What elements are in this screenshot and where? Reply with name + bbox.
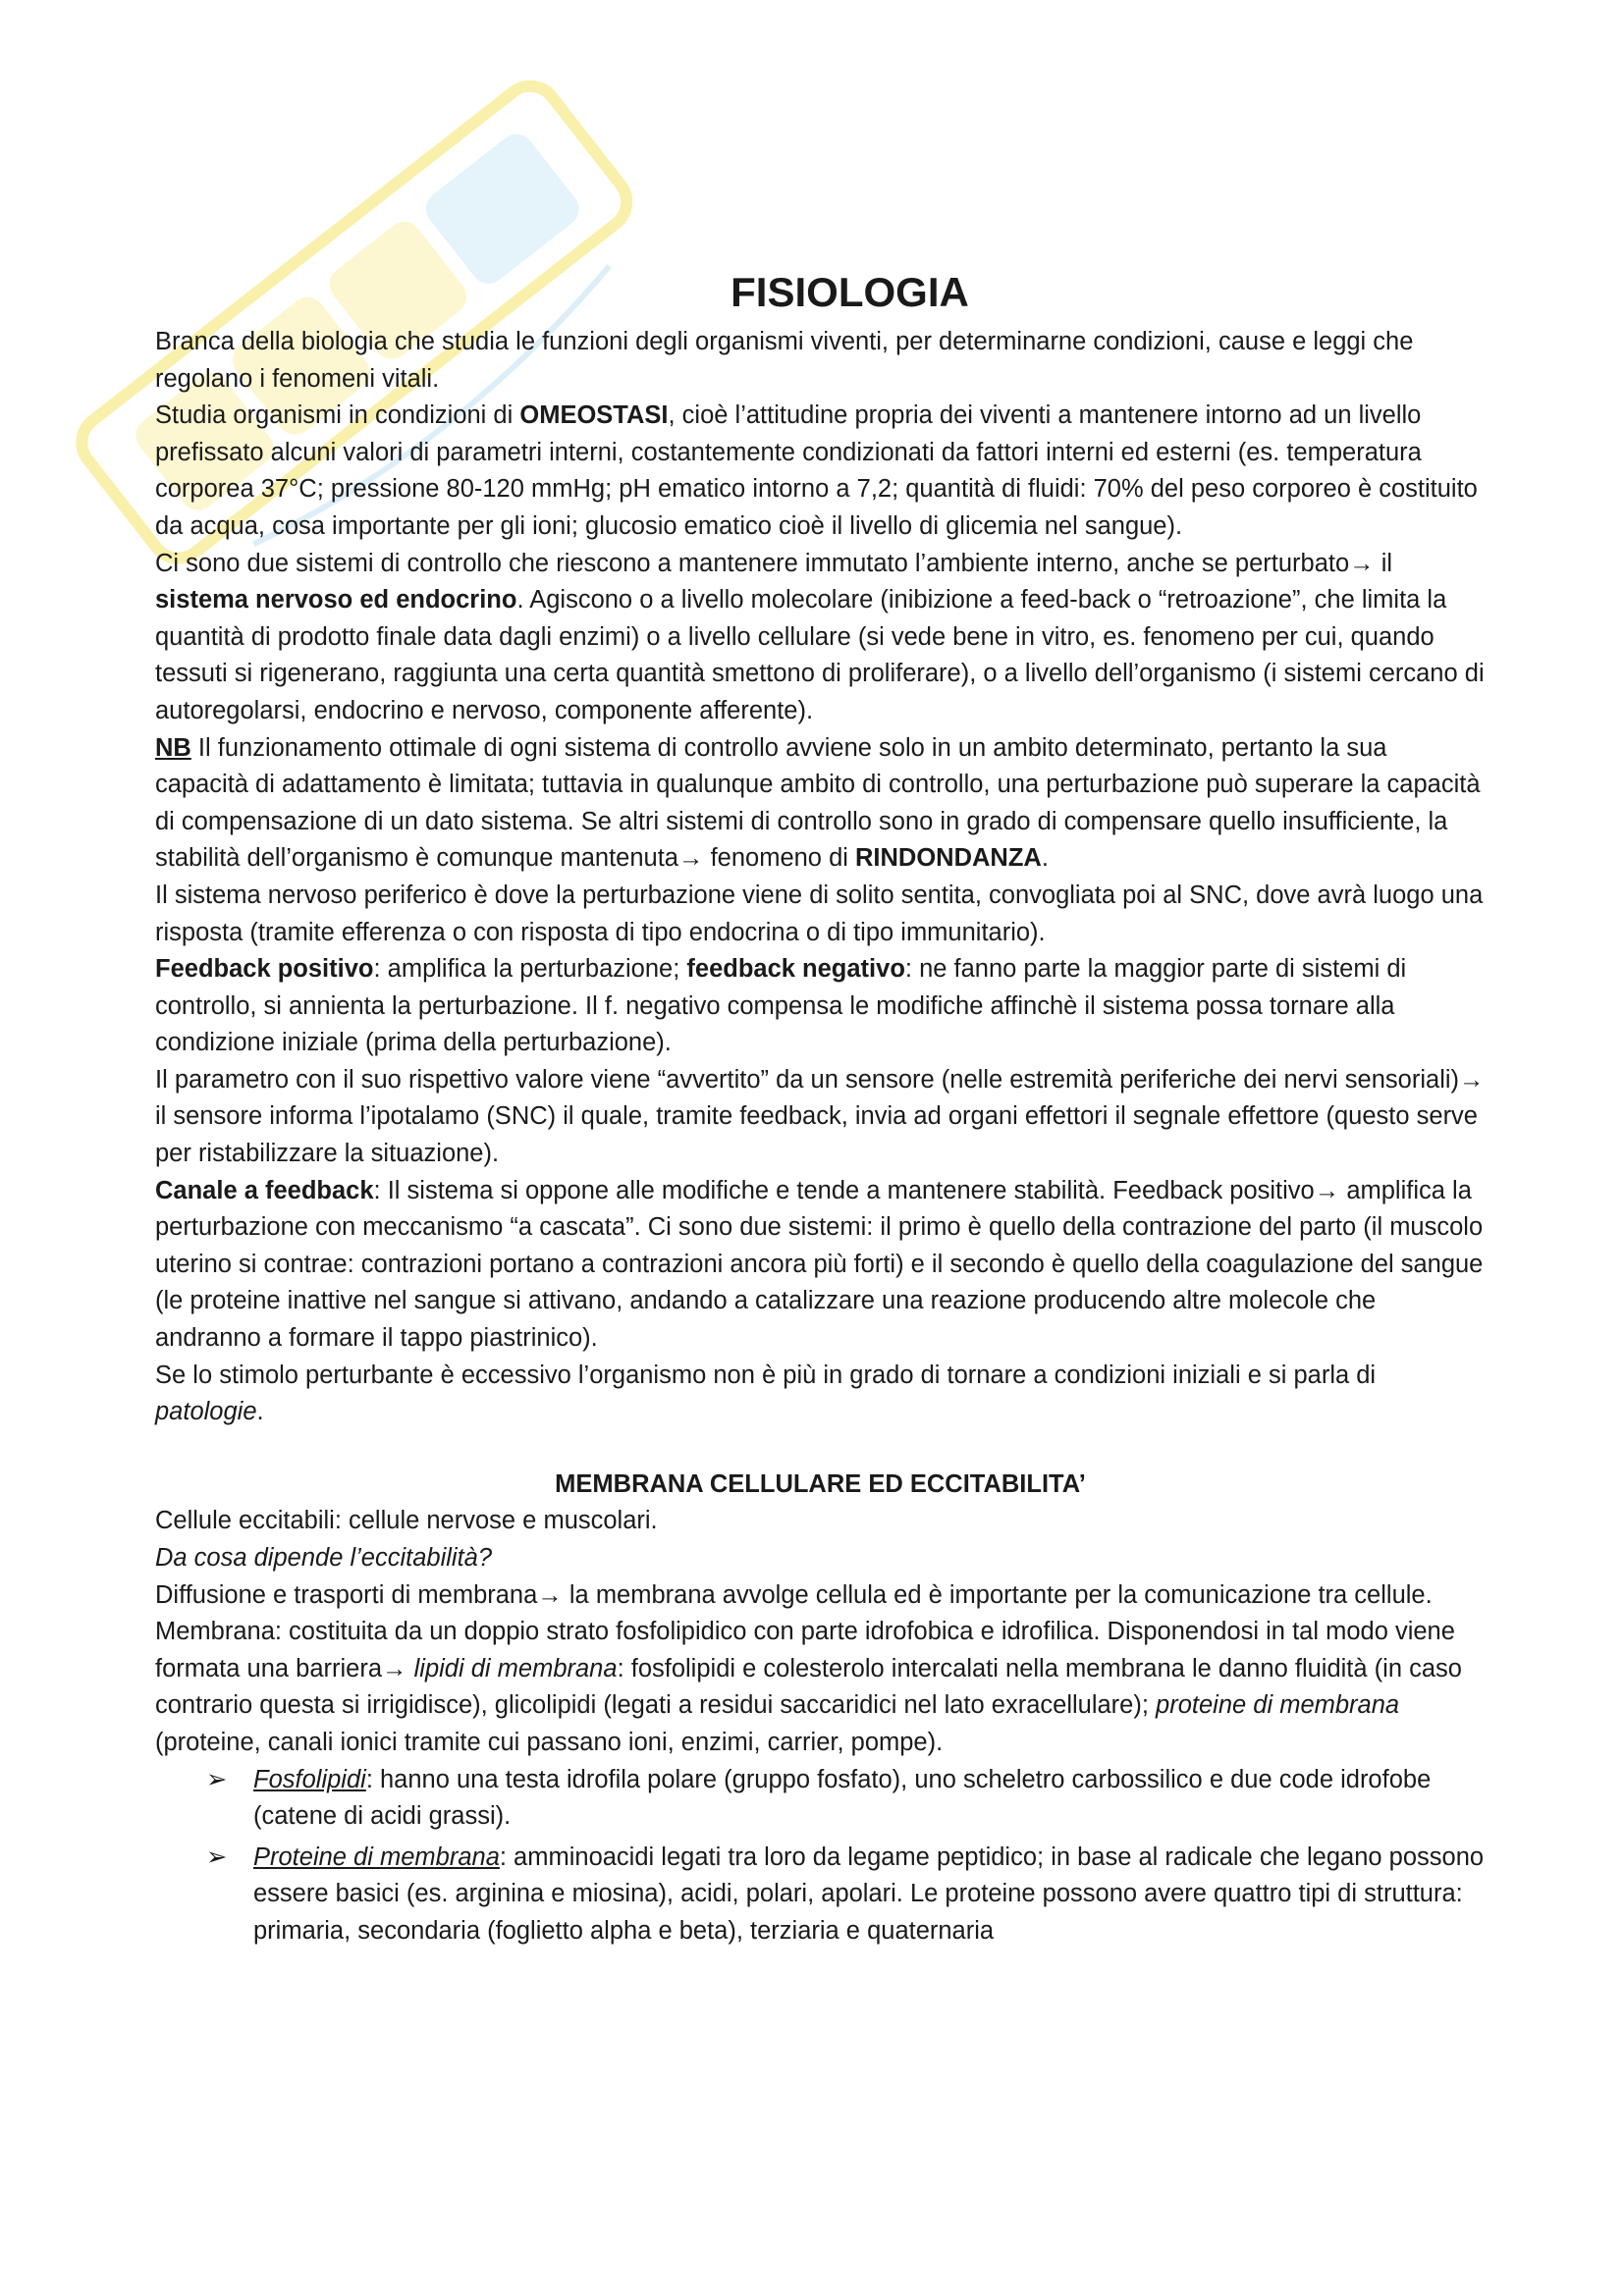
emphasis-text: Da cosa dipende l’eccitabilità? [155, 1544, 493, 1572]
paragraph [155, 1062, 1486, 1173]
emphasis-text: NB [155, 733, 191, 762]
text-run: , cioè l’attitudine propria dei viventi a mantenere intorno ad un livello prefissato alcuni valori di parametri interni, costantemente condizionati da fattori interni ed esterni (es. temperatura corporea 37°C; pressione 80-120 mmHg; pH ematico intorno a 7,2; quantità di fluidi: 70% del peso corporeo è costituito da acqua, cosa importante per gli ioni; glucosio ematico cioè il livello di glicemia nel sangue). [155, 401, 1478, 540]
text-run: Cellule eccitabili: cellule nervose e muscolari. [155, 1507, 658, 1535]
text-run: . Agiscono o a livello molecolare (inibizione a feed-back o “retroazione”, che limita la quantità di prodotto finale data dagli enzimi) o a livello cellulare (si vede bene in vitro, es. fenomeno per cui, quando tessuti si rigenerano, raggiunta una certa quantità smettono di proliferare), o a livello dell’organismo (i sistemi cercano di autoregolarsi, endocrino e nervoso, componente afferente). [155, 586, 1485, 724]
emphasis-text: feedback negativo [686, 955, 905, 984]
emphasis-text: Canale a feedback [155, 1176, 374, 1204]
paragraph [155, 1358, 1486, 1431]
emphasis-text: patologie [155, 1398, 257, 1426]
emphasis-text: RINDONDANZA [855, 844, 1042, 873]
paragraph [155, 546, 1486, 730]
paragraph [155, 878, 1486, 951]
text-run: Il funzionamento ottimale di ogni sistema di controllo avviene solo in un ambito determinato, pertanto la sua capacità di adattamento è limitata; tuttavia in qualunque ambito di controllo, una perturbazione può superare la capacità di compensazione di un dato sistema. Se altri sistemi di controllo sono in grado di compensare quello insufficiente, la stabilità dell’organismo è comunque mantenuta→ fenomeno di [155, 733, 1481, 873]
text-run: Studia organismi in condizioni di [155, 401, 520, 430]
emphasis-text: proteine di membrana [1156, 1691, 1400, 1720]
text-run: : fosfolipidi e colesterolo intercalati nella membrana le danno fluidità (in caso contrario questa si irrigidisce), glicolipidi (legati a residui saccaridici nel lato exracellulare); [155, 1654, 1462, 1720]
section-title: MEMBRANA CELLULARE ED ECCITABILITA’ [555, 1469, 1086, 1498]
text-run: : amplifica la perturbazione; [373, 955, 687, 984]
text-run: : hanno una testa idrofila polare (gruppo fosfato), uno scheletro carbossilico e due code idrofobe (catene di acidi grassi). [253, 1765, 1432, 1831]
text-run: Se lo stimolo perturbante è eccessivo l’organismo non è più in grado di tornare a condizioni iniziali e si parla di [155, 1361, 1377, 1389]
emphasis-text: Fosfolipidi [253, 1765, 366, 1793]
text-run: Diffusione e trasporti di membrana→ la membrana avvolge cellula ed è importante per la comunicazione tra cellule. Membrana: costituita da un doppio strato fosfolipidico con parte idrofobica e idrofilica. Disponendosi in tal modo viene formata una barriera→ [155, 1580, 1455, 1682]
paragraph [155, 1577, 1486, 1762]
text-run: : amminoacidi legati tra loro da legame peptidico; in base al radicale che legano possono essere basici (es. arginina e miosina), acidi, polari, apolari. Le proteine possono avere quattro tipi di struttura: primaria, secondaria (foglietto alpha e beta), terziaria e quaternaria [253, 1842, 1485, 1945]
paragraph [155, 951, 1486, 1062]
text-run: . [1041, 844, 1049, 873]
arrowhead-bullet-icon: ➢ [206, 1842, 228, 1871]
text-run: : ne fanno parte la maggior parte di sistemi di controllo, si annienta la perturbazione. Il f. negativo compensa le modifiche affinchè il sistema possa tornare alla condizione iniziale (prima della perturbazione). [155, 955, 1407, 1057]
bullet-list [155, 1762, 1486, 1950]
text-run: Il parametro con il suo rispettivo valore viene “avvertito” da un sensore (nelle estremità periferiche dei nervi sensoriali)→ il sensore informa l’ipotalamo (SNC) il quale, tramite feedback, invia ad organi effettori il segnale effettore (questo serve per ristabilizzare la situazione). [155, 1065, 1485, 1168]
section-spacer [155, 1431, 1486, 1467]
emphasis-text: Feedback positivo [155, 955, 374, 984]
list-item [155, 1840, 1486, 1950]
emphasis-text: OMEOSTASI [519, 401, 669, 430]
emphasis-text: Proteine di membrana [253, 1842, 500, 1871]
paragraph [155, 1173, 1486, 1358]
text-run: . [256, 1398, 264, 1426]
text-run: Ci sono due sistemi di controllo che riescono a mantenere immutato l’ambiente interno, anche se perturbato→ il [155, 549, 1393, 577]
text-run: Il sistema nervoso periferico è dove la perturbazione viene di solito sentita, convogliata poi al SNC, dove avrà luogo una risposta (tramite efferenza o con risposta di tipo endocrina o di tipo immunitario). [155, 881, 1484, 946]
paragraph [155, 324, 1486, 398]
paragraph [155, 1503, 1486, 1540]
intro-section [155, 324, 1486, 1431]
arrowhead-bullet-icon: ➢ [206, 1765, 228, 1793]
paragraph [155, 1540, 1486, 1577]
page-title: FISIOLOGIA [731, 269, 969, 315]
list-item [155, 1762, 1486, 1836]
document-body [155, 263, 1486, 1954]
emphasis-text: lipidi di membrana [413, 1654, 618, 1682]
text-run: Branca della biologia che studia le funzioni degli organismi viventi, per determinarne condizioni, cause e leggi che regolano i fenomeni vitali. [155, 328, 1414, 393]
emphasis-text: sistema nervoso ed endocrino [155, 586, 517, 614]
text-run: : Il sistema si oppone alle modifiche e tende a mantenere stabilità. Feedback positivo→ amplifica la perturbazione con meccanismo “a cascata”. Ci sono due sistemi: il primo è quello della contrazione del parto (il muscolo uterino si contrae: contrazioni portano a contrazioni ancora più forti) e il secondo è quello della coagulazione del sangue (le proteine inattive nel sangue si attivano, andando a catalizzare una reazione producendo altre molecole che andranno a formare il tappo piastrinico). [155, 1176, 1484, 1353]
section-paragraphs [155, 1503, 1486, 1761]
paragraph [155, 398, 1486, 545]
text-run: (proteine, canali ionici tramite cui passano ioni, enzimi, carrier, pompe). [155, 1728, 944, 1756]
paragraph [155, 730, 1486, 878]
